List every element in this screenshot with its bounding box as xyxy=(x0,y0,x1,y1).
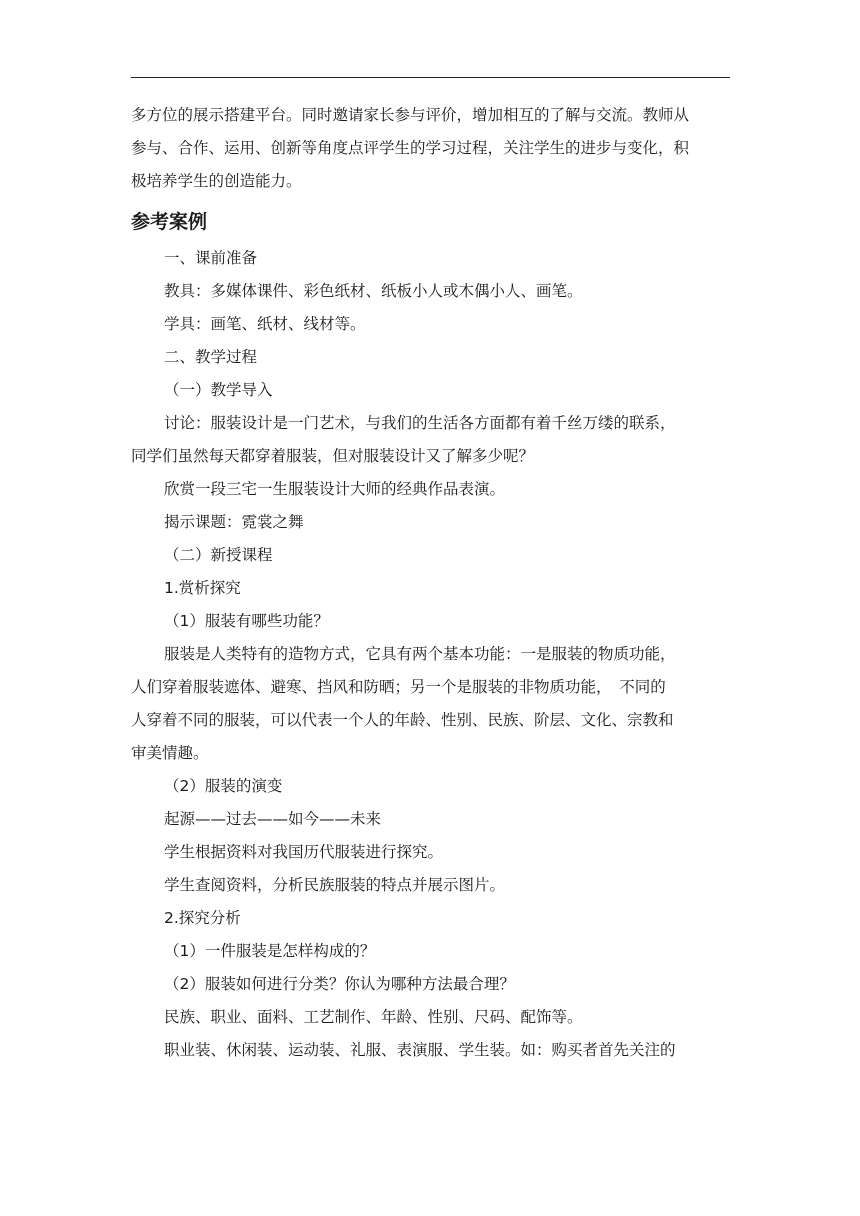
body-line: （1）服装有哪些功能？ xyxy=(164,612,329,630)
body-line: 民族、职业、面料、工艺制作、年龄、性别、尺码、配饰等。 xyxy=(164,1008,583,1026)
body-line: （2）服装如何进行分类？你认为哪种方法最合理？ xyxy=(164,975,515,993)
body-line: 二、教学过程 xyxy=(164,348,258,366)
intro-line-1: 多方位的展示搭建平台。同时邀请家长参与评价，增加相互的了解与交流。教师从 xyxy=(131,106,690,124)
intro-line-3: 极培养学生的创造能力。 xyxy=(131,172,302,190)
case-body xyxy=(131,242,731,1067)
body-line: 学具：画笔、纸材、线材等。 xyxy=(164,315,366,333)
body-line: 教具：多媒体课件、彩色纸材、纸板小人或木偶小人、画笔。 xyxy=(164,282,583,300)
body-line: （一）教学导入 xyxy=(164,381,273,399)
body-line: 起源——过去——如今——未来 xyxy=(164,810,382,828)
body-line: 揭示课题：霓裳之舞 xyxy=(164,513,304,531)
intro-line-2: 参与、合作、运用、创新等角度点评学生的学习过程，关注学生的进步与变化，积 xyxy=(131,139,690,157)
body-line: 欣赏一段三宅一生服装设计大师的经典作品表演。 xyxy=(164,480,506,498)
body-line: 学生根据资料对我国历代服装进行探究。 xyxy=(164,843,444,861)
body-line: 学生查阅资料，分析民族服装的特点并展示图片。 xyxy=(164,876,506,894)
body-line: （2）服装的演变 xyxy=(164,777,283,795)
body-line: 讨论：服装设计是一门艺术，与我们的生活各方面都有着千丝万缕的联系， xyxy=(164,414,676,432)
body-line: 1.赏析探究 xyxy=(164,579,241,597)
body-line: 职业装、休闲装、运动装、礼服、表演服、学生装。如：购买者首先关注的 xyxy=(164,1041,676,1059)
body-line: 人们穿着服装遮体、避寒、挡风和防晒；另一个是服装的非物质功能， 不同的 xyxy=(131,678,666,696)
document-body xyxy=(131,99,731,1067)
body-line: （二）新授课程 xyxy=(164,546,273,564)
body-line: 审美情趣。 xyxy=(131,744,209,762)
body-line: 同学们虽然每天都穿着服装，但对服装设计又了解多少呢？ xyxy=(131,447,535,465)
header-rule xyxy=(131,77,730,78)
body-line: （1）一件服装是怎样构成的？ xyxy=(164,942,376,960)
body-line: 人穿着不同的服装，可以代表一个人的年龄、性别、民族、阶层、文化、宗教和 xyxy=(131,711,674,729)
section-heading: 参考案例 xyxy=(131,211,208,233)
body-line: 2.探究分析 xyxy=(164,909,241,927)
body-line: 一、课前准备 xyxy=(164,249,258,267)
body-line: 服装是人类特有的造物方式，它具有两个基本功能：一是服装的物质功能， xyxy=(164,645,676,663)
